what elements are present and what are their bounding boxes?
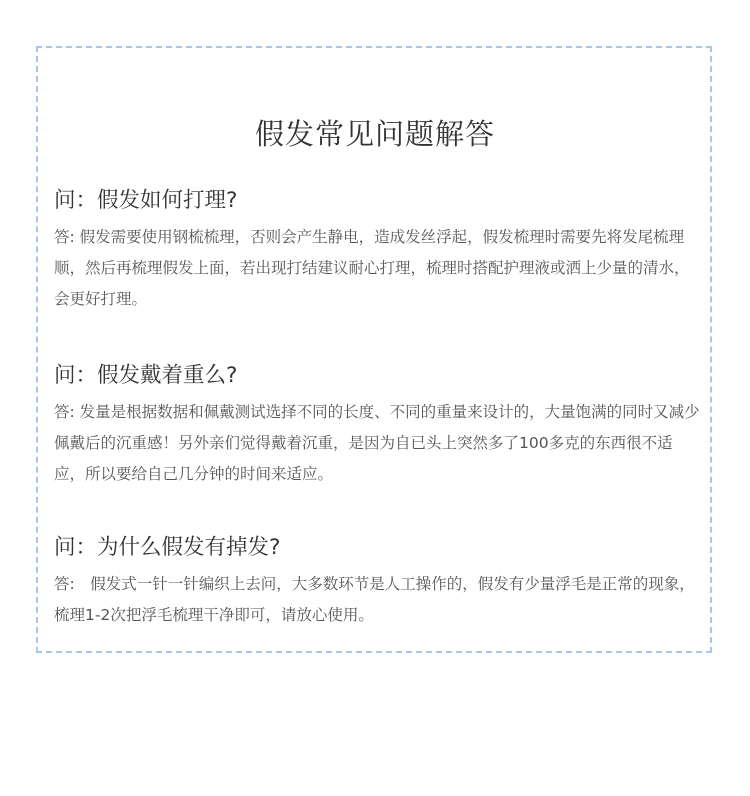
faq-answer: 答: 假发需要使用钢梳梳理，否则会产生静电，造成发丝浮起，假发梳理时需要先将发尾梳理顺，然后再梳理假发上面，若出现打结建议耐心打理，梳理时搭配护理液或洒上少量的清水，会更好打理。 xyxy=(54,228,690,308)
faq-question: 问：为什么假发有掉发? xyxy=(54,535,281,560)
faq-answer: 答: 假发式一针一针编织上去问，大多数环节是人工操作的，假发有少量浮毛是正常的现象，梳理1-2次把浮毛梳理干净即可，请放心使用。 xyxy=(54,575,695,624)
faq-answer: 答: 发量是根据数据和佩戴测试选择不同的长度、不同的重量来设计的，大量饱满的同时又减少佩戴后的沉重感！另外亲们觉得戴着沉重，是因为自已头上突然多了100多克的东西很不适应，所以要给自己几分钟的时间来适应。 xyxy=(54,403,700,483)
page-title: 假发常见问题解答 xyxy=(254,117,495,151)
faq-item-weight xyxy=(54,358,702,490)
faq-item-shedding xyxy=(54,530,702,631)
faq-question: 问：假发如何打理? xyxy=(54,188,238,213)
faq-question: 问：假发戴着重么? xyxy=(54,363,238,388)
faq-item-care xyxy=(54,183,702,315)
